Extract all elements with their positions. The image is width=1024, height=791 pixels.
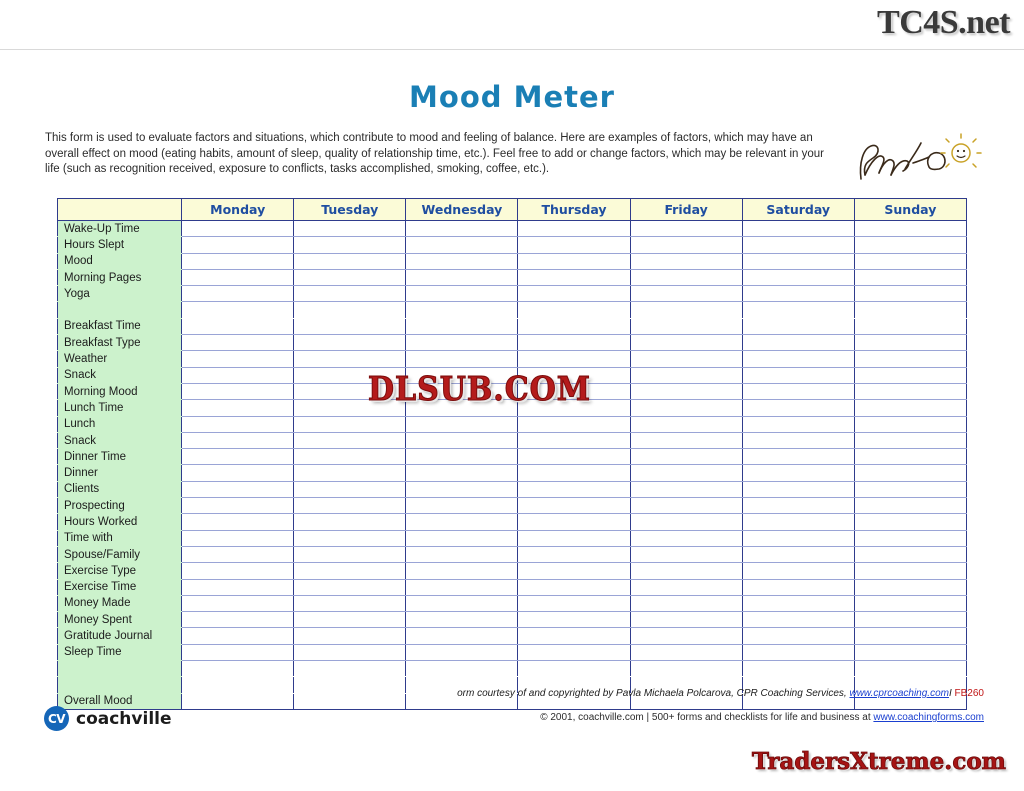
entry-cell[interactable] bbox=[854, 612, 966, 628]
entry-cell[interactable] bbox=[182, 416, 294, 432]
entry-cell[interactable] bbox=[742, 612, 854, 628]
row-label: Snack bbox=[58, 367, 182, 383]
entry-cell[interactable] bbox=[406, 644, 518, 660]
entry-cell[interactable] bbox=[182, 367, 294, 383]
entry-cell[interactable] bbox=[182, 661, 294, 677]
entry-cell[interactable] bbox=[518, 481, 630, 497]
entry-cell[interactable] bbox=[518, 465, 630, 481]
row-label: Money Spent bbox=[58, 612, 182, 628]
entry-cell[interactable] bbox=[518, 335, 630, 351]
entry-cell[interactable] bbox=[182, 302, 294, 318]
entry-cell[interactable] bbox=[294, 351, 406, 367]
entry-cell[interactable] bbox=[182, 677, 294, 693]
entry-cell[interactable] bbox=[294, 628, 406, 644]
entry-cell[interactable] bbox=[854, 351, 966, 367]
entry-cell[interactable] bbox=[518, 269, 630, 285]
entry-cell[interactable] bbox=[182, 579, 294, 595]
entry-cell[interactable] bbox=[294, 693, 406, 709]
entry-cell[interactable] bbox=[854, 563, 966, 579]
entry-cell[interactable] bbox=[406, 661, 518, 677]
intro-paragraph: This form is used to evaluate factors and situations, which contribute to mood and feeling of balance. Here are examples of factors, which may have an overall effect on mood (eating habits, amount of sleep, quality of relationship time, etc.). Feel free to add or change factors, which may be relevant in your life (such as recognition received, exposure to conflicts, tasks accomplished, smoking, coffee, etc.). bbox=[45, 132, 825, 175]
entry-cell[interactable] bbox=[182, 530, 294, 546]
entry-cell[interactable] bbox=[406, 498, 518, 514]
entry-cell[interactable] bbox=[518, 661, 630, 677]
entry-cell[interactable] bbox=[854, 449, 966, 465]
entry-cell[interactable] bbox=[742, 302, 854, 318]
row-label bbox=[58, 661, 182, 677]
entry-cell[interactable] bbox=[854, 318, 966, 334]
entry-cell[interactable] bbox=[742, 269, 854, 285]
entry-cell[interactable] bbox=[294, 661, 406, 677]
row-label: Money Made bbox=[58, 595, 182, 611]
entry-cell[interactable] bbox=[854, 253, 966, 269]
entry-cell[interactable] bbox=[182, 351, 294, 367]
entry-cell[interactable] bbox=[294, 579, 406, 595]
entry-cell[interactable] bbox=[630, 465, 742, 481]
entry-cell[interactable] bbox=[518, 449, 630, 465]
tradersxtreme-watermark: TradersXtreme.com bbox=[751, 748, 1006, 775]
row-label: Snack bbox=[58, 432, 182, 448]
row-label: Exercise Time bbox=[58, 579, 182, 595]
table-row bbox=[58, 335, 967, 351]
entry-cell[interactable] bbox=[518, 318, 630, 334]
entry-cell[interactable] bbox=[854, 530, 966, 546]
row-label: Exercise Type bbox=[58, 563, 182, 579]
table-row bbox=[58, 628, 967, 644]
entry-cell[interactable] bbox=[294, 546, 406, 562]
row-label bbox=[58, 302, 182, 318]
entry-cell[interactable] bbox=[518, 416, 630, 432]
entry-cell[interactable] bbox=[294, 432, 406, 448]
row-label: Sleep Time bbox=[58, 644, 182, 660]
entry-cell[interactable] bbox=[742, 351, 854, 367]
entry-cell[interactable] bbox=[630, 579, 742, 595]
entry-cell[interactable] bbox=[182, 221, 294, 237]
entry-cell[interactable] bbox=[630, 449, 742, 465]
entry-cell[interactable] bbox=[630, 400, 742, 416]
entry-cell[interactable] bbox=[294, 644, 406, 660]
entry-cell[interactable] bbox=[294, 416, 406, 432]
entry-cell[interactable] bbox=[518, 237, 630, 253]
entry-cell[interactable] bbox=[406, 253, 518, 269]
entry-cell[interactable] bbox=[630, 546, 742, 562]
entry-cell[interactable] bbox=[406, 318, 518, 334]
entry-cell[interactable] bbox=[406, 302, 518, 318]
table-row bbox=[58, 221, 967, 237]
entry-cell[interactable] bbox=[742, 644, 854, 660]
entry-cell[interactable] bbox=[630, 432, 742, 448]
entry-cell[interactable] bbox=[742, 286, 854, 302]
entry-cell[interactable] bbox=[630, 481, 742, 497]
entry-cell[interactable] bbox=[294, 481, 406, 497]
entry-cell[interactable] bbox=[630, 286, 742, 302]
entry-cell[interactable] bbox=[742, 432, 854, 448]
entry-cell[interactable] bbox=[518, 644, 630, 660]
entry-cell[interactable] bbox=[406, 269, 518, 285]
entry-cell[interactable] bbox=[406, 237, 518, 253]
entry-cell[interactable] bbox=[630, 302, 742, 318]
entry-cell[interactable] bbox=[406, 612, 518, 628]
entry-cell[interactable] bbox=[294, 302, 406, 318]
entry-cell[interactable] bbox=[742, 546, 854, 562]
entry-cell[interactable] bbox=[742, 514, 854, 530]
entry-cell[interactable] bbox=[742, 237, 854, 253]
table-row bbox=[58, 351, 967, 367]
footer-credit bbox=[424, 688, 984, 699]
entry-cell[interactable] bbox=[854, 628, 966, 644]
table-corner-cell bbox=[58, 199, 182, 221]
entry-cell[interactable] bbox=[854, 221, 966, 237]
entry-cell[interactable] bbox=[406, 563, 518, 579]
table-row bbox=[58, 612, 967, 628]
table-row bbox=[58, 432, 967, 448]
entry-cell[interactable] bbox=[630, 416, 742, 432]
header-divider bbox=[0, 49, 1024, 50]
entry-cell[interactable] bbox=[742, 400, 854, 416]
entry-cell[interactable] bbox=[518, 221, 630, 237]
column-header-sunday: Sunday bbox=[854, 199, 966, 221]
entry-cell[interactable] bbox=[518, 253, 630, 269]
table-row bbox=[58, 579, 967, 595]
cprcoaching-link[interactable]: www.cprcoaching.com bbox=[849, 688, 949, 699]
column-header-thursday: Thursday bbox=[518, 199, 630, 221]
entry-cell[interactable] bbox=[294, 318, 406, 334]
entry-cell[interactable] bbox=[630, 335, 742, 351]
table-row bbox=[58, 465, 967, 481]
entry-cell[interactable] bbox=[294, 286, 406, 302]
entry-cell[interactable] bbox=[854, 416, 966, 432]
entry-cell[interactable] bbox=[518, 595, 630, 611]
entry-cell[interactable] bbox=[182, 253, 294, 269]
entry-cell[interactable] bbox=[182, 644, 294, 660]
entry-cell[interactable] bbox=[518, 546, 630, 562]
row-label: Breakfast Type bbox=[58, 335, 182, 351]
footer-credit-text: orm courtesy of and copyrighted by Pavla Michaela Polcarova, CPR Coaching Services, bbox=[457, 688, 847, 699]
entry-cell[interactable] bbox=[742, 661, 854, 677]
form-code: FB260 bbox=[954, 688, 984, 699]
entry-cell[interactable] bbox=[182, 335, 294, 351]
row-label: Spouse/Family bbox=[58, 546, 182, 562]
row-label: Yoga bbox=[58, 286, 182, 302]
table-row bbox=[58, 318, 967, 334]
entry-cell[interactable] bbox=[518, 514, 630, 530]
entry-cell[interactable] bbox=[182, 465, 294, 481]
entry-cell[interactable] bbox=[630, 498, 742, 514]
table-row bbox=[58, 481, 967, 497]
page-title: Mood Meter bbox=[409, 80, 615, 114]
table-row bbox=[58, 237, 967, 253]
entry-cell[interactable] bbox=[182, 612, 294, 628]
entry-cell[interactable] bbox=[742, 579, 854, 595]
row-label: Lunch bbox=[58, 416, 182, 432]
column-header-monday: Monday bbox=[182, 199, 294, 221]
row-label: Overall Mood bbox=[58, 693, 182, 709]
row-label: Prospecting bbox=[58, 498, 182, 514]
entry-cell[interactable] bbox=[854, 514, 966, 530]
table-row bbox=[58, 269, 967, 285]
entry-cell[interactable] bbox=[294, 612, 406, 628]
entry-cell[interactable] bbox=[854, 400, 966, 416]
entry-cell[interactable] bbox=[182, 481, 294, 497]
entry-cell[interactable] bbox=[518, 628, 630, 644]
row-label: Weather bbox=[58, 351, 182, 367]
column-header-friday: Friday bbox=[630, 199, 742, 221]
entry-cell[interactable] bbox=[630, 514, 742, 530]
table-row bbox=[58, 253, 967, 269]
entry-cell[interactable] bbox=[406, 465, 518, 481]
row-label: Hours Slept bbox=[58, 237, 182, 253]
entry-cell[interactable] bbox=[854, 237, 966, 253]
row-label: Dinner Time bbox=[58, 449, 182, 465]
entry-cell[interactable] bbox=[294, 514, 406, 530]
coachville-wordmark: coachville bbox=[76, 708, 172, 729]
entry-cell[interactable] bbox=[630, 253, 742, 269]
entry-cell[interactable] bbox=[182, 546, 294, 562]
entry-cell[interactable] bbox=[630, 367, 742, 383]
entry-cell[interactable] bbox=[294, 498, 406, 514]
signature-sun-doodle bbox=[855, 133, 985, 191]
row-label: Wake-Up Time bbox=[58, 221, 182, 237]
entry-cell[interactable] bbox=[294, 253, 406, 269]
entry-cell[interactable] bbox=[854, 335, 966, 351]
table-row bbox=[58, 563, 967, 579]
row-label: Breakfast Time bbox=[58, 318, 182, 334]
entry-cell[interactable] bbox=[854, 302, 966, 318]
entry-cell[interactable] bbox=[182, 400, 294, 416]
row-label: Lunch Time bbox=[58, 400, 182, 416]
column-header-tuesday: Tuesday bbox=[294, 199, 406, 221]
entry-cell[interactable] bbox=[406, 579, 518, 595]
entry-cell[interactable] bbox=[406, 351, 518, 367]
table-row bbox=[58, 498, 967, 514]
entry-cell[interactable] bbox=[182, 237, 294, 253]
entry-cell[interactable] bbox=[182, 498, 294, 514]
entry-cell[interactable] bbox=[294, 221, 406, 237]
entry-cell[interactable] bbox=[294, 237, 406, 253]
entry-cell[interactable] bbox=[742, 563, 854, 579]
entry-cell[interactable] bbox=[406, 546, 518, 562]
entry-cell[interactable] bbox=[294, 677, 406, 693]
table-header-row bbox=[58, 199, 967, 221]
table-row bbox=[58, 546, 967, 562]
entry-cell[interactable] bbox=[630, 530, 742, 546]
entry-cell[interactable] bbox=[518, 351, 630, 367]
entry-cell[interactable] bbox=[630, 628, 742, 644]
table-row bbox=[58, 514, 967, 530]
entry-cell[interactable] bbox=[182, 595, 294, 611]
entry-cell[interactable] bbox=[742, 628, 854, 644]
table-row bbox=[58, 449, 967, 465]
entry-cell[interactable] bbox=[406, 221, 518, 237]
entry-cell[interactable] bbox=[854, 661, 966, 677]
entry-cell[interactable] bbox=[406, 335, 518, 351]
mood-meter-table bbox=[57, 198, 967, 710]
entry-cell[interactable] bbox=[630, 221, 742, 237]
table-row bbox=[58, 530, 967, 546]
entry-cell[interactable] bbox=[518, 286, 630, 302]
entry-cell[interactable] bbox=[182, 383, 294, 399]
footer-copyright bbox=[424, 712, 984, 723]
entry-cell[interactable] bbox=[742, 481, 854, 497]
entry-cell[interactable] bbox=[518, 530, 630, 546]
entry-cell[interactable] bbox=[854, 367, 966, 383]
entry-cell[interactable] bbox=[854, 644, 966, 660]
dlsub-watermark: DLSUB.COM bbox=[368, 370, 591, 409]
entry-cell[interactable] bbox=[182, 449, 294, 465]
entry-cell[interactable] bbox=[630, 595, 742, 611]
entry-cell[interactable] bbox=[182, 693, 294, 709]
entry-cell[interactable] bbox=[742, 318, 854, 334]
entry-cell[interactable] bbox=[630, 318, 742, 334]
entry-cell[interactable] bbox=[406, 416, 518, 432]
entry-cell[interactable] bbox=[854, 432, 966, 448]
entry-cell[interactable] bbox=[742, 253, 854, 269]
tc4s-watermark: TC4S.net bbox=[877, 4, 1010, 41]
entry-cell[interactable] bbox=[742, 530, 854, 546]
footer-copyright-text: © 2001, coachville.com | 500+ forms and checklists for life and business at bbox=[540, 712, 871, 723]
entry-cell[interactable] bbox=[518, 563, 630, 579]
entry-cell[interactable] bbox=[518, 612, 630, 628]
entry-cell[interactable] bbox=[742, 498, 854, 514]
row-label: Hours Worked bbox=[58, 514, 182, 530]
entry-cell[interactable] bbox=[742, 449, 854, 465]
entry-cell[interactable] bbox=[742, 465, 854, 481]
entry-cell[interactable] bbox=[182, 432, 294, 448]
entry-cell[interactable] bbox=[630, 661, 742, 677]
entry-cell[interactable] bbox=[182, 628, 294, 644]
entry-cell[interactable] bbox=[742, 416, 854, 432]
entry-cell[interactable] bbox=[854, 286, 966, 302]
entry-cell[interactable] bbox=[854, 498, 966, 514]
entry-cell[interactable] bbox=[854, 269, 966, 285]
coachville-badge-icon: CV bbox=[44, 706, 69, 731]
row-label: Dinner bbox=[58, 465, 182, 481]
column-header-wednesday: Wednesday bbox=[406, 199, 518, 221]
entry-cell[interactable] bbox=[630, 351, 742, 367]
entry-cell[interactable] bbox=[294, 269, 406, 285]
entry-cell[interactable] bbox=[294, 449, 406, 465]
entry-cell[interactable] bbox=[406, 530, 518, 546]
entry-cell[interactable] bbox=[294, 335, 406, 351]
column-header-saturday: Saturday bbox=[742, 199, 854, 221]
entry-cell[interactable] bbox=[630, 644, 742, 660]
entry-cell[interactable] bbox=[294, 595, 406, 611]
entry-cell[interactable] bbox=[854, 481, 966, 497]
entry-cell[interactable] bbox=[182, 514, 294, 530]
entry-cell[interactable] bbox=[742, 335, 854, 351]
row-label: Gratitude Journal bbox=[58, 628, 182, 644]
row-label: Time with bbox=[58, 530, 182, 546]
entry-cell[interactable] bbox=[182, 269, 294, 285]
entry-cell[interactable] bbox=[630, 612, 742, 628]
table-body bbox=[58, 221, 967, 710]
row-label: Morning Mood bbox=[58, 383, 182, 399]
row-label bbox=[58, 677, 182, 693]
footer-credit-separator: I bbox=[948, 688, 952, 699]
entry-cell[interactable] bbox=[854, 595, 966, 611]
entry-cell[interactable] bbox=[854, 546, 966, 562]
entry-cell[interactable] bbox=[406, 432, 518, 448]
table-row bbox=[58, 595, 967, 611]
entry-cell[interactable] bbox=[630, 383, 742, 399]
entry-cell[interactable] bbox=[518, 498, 630, 514]
entry-cell[interactable] bbox=[406, 286, 518, 302]
table-row bbox=[58, 644, 967, 660]
entry-cell[interactable] bbox=[294, 465, 406, 481]
entry-cell[interactable] bbox=[294, 530, 406, 546]
entry-cell[interactable] bbox=[630, 237, 742, 253]
table-row bbox=[58, 302, 967, 318]
table-row bbox=[58, 661, 967, 677]
entry-cell[interactable] bbox=[854, 465, 966, 481]
table-row bbox=[58, 416, 967, 432]
entry-cell[interactable] bbox=[854, 579, 966, 595]
entry-cell[interactable] bbox=[630, 563, 742, 579]
entry-cell[interactable] bbox=[518, 579, 630, 595]
entry-cell[interactable] bbox=[518, 432, 630, 448]
entry-cell[interactable] bbox=[518, 302, 630, 318]
entry-cell[interactable] bbox=[854, 383, 966, 399]
entry-cell[interactable] bbox=[742, 595, 854, 611]
entry-cell[interactable] bbox=[742, 221, 854, 237]
row-label: Morning Pages bbox=[58, 269, 182, 285]
entry-cell[interactable] bbox=[182, 286, 294, 302]
row-label: Mood bbox=[58, 253, 182, 269]
row-label: Clients bbox=[58, 481, 182, 497]
entry-cell[interactable] bbox=[630, 269, 742, 285]
entry-cell[interactable] bbox=[182, 563, 294, 579]
coachingforms-link[interactable]: www.coachingforms.com bbox=[873, 712, 984, 723]
entry-cell[interactable] bbox=[406, 595, 518, 611]
entry-cell[interactable] bbox=[294, 563, 406, 579]
entry-cell[interactable] bbox=[742, 367, 854, 383]
entry-cell[interactable] bbox=[182, 318, 294, 334]
entry-cell[interactable] bbox=[406, 514, 518, 530]
entry-cell[interactable] bbox=[406, 481, 518, 497]
entry-cell[interactable] bbox=[742, 383, 854, 399]
entry-cell[interactable] bbox=[406, 628, 518, 644]
coachville-logo bbox=[44, 706, 172, 731]
entry-cell[interactable] bbox=[406, 449, 518, 465]
table-row bbox=[58, 286, 967, 302]
